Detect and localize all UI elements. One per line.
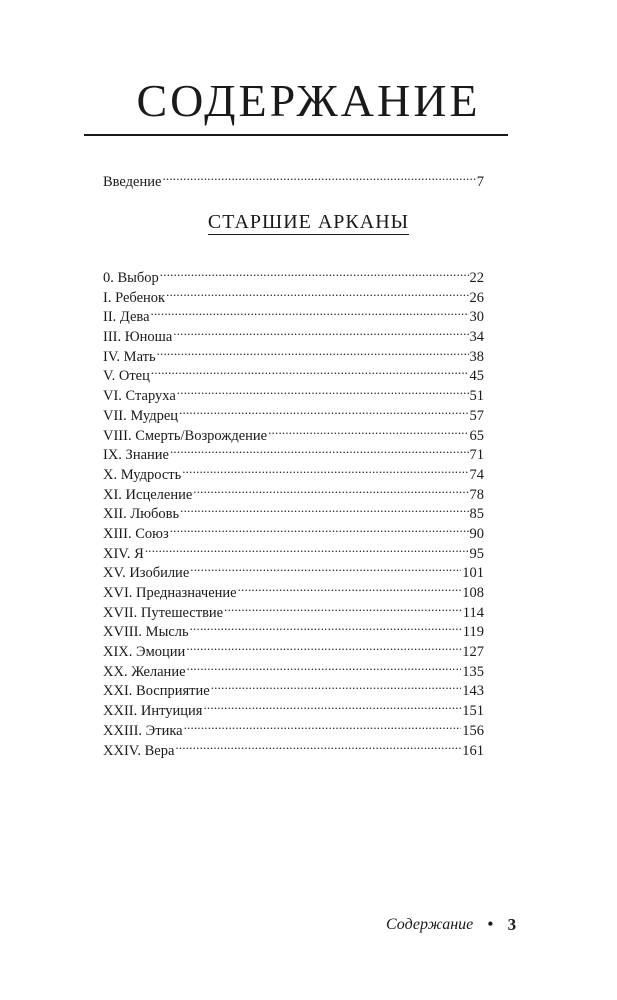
toc-entry-page: 51	[469, 388, 484, 405]
toc-entry[interactable]	[103, 402, 484, 422]
toc-entry-label: XIV. Я	[103, 545, 144, 562]
toc-entry-page: 78	[469, 486, 484, 503]
toc-entry[interactable]	[103, 658, 484, 678]
toc-entry[interactable]	[103, 422, 484, 442]
footer-bullet: •	[487, 914, 494, 934]
toc-entry[interactable]	[103, 343, 484, 363]
toc-entry[interactable]	[103, 323, 484, 346]
toc-entry-page: 34	[469, 329, 484, 346]
toc-entry[interactable]	[103, 284, 484, 304]
dot-leader	[175, 737, 461, 755]
toc-entry-page: 45	[469, 368, 484, 385]
dot-leader	[170, 441, 469, 459]
toc-entry-page: 71	[469, 447, 484, 464]
dot-leader	[180, 500, 468, 518]
toc-entry[interactable]	[103, 579, 484, 599]
toc-entry-label: XXI. Восприятие	[103, 683, 210, 700]
toc-entry-label: VII. Мудрец	[103, 407, 179, 424]
toc-entry-intro[interactable]	[103, 168, 484, 191]
toc-entry[interactable]	[103, 677, 484, 700]
toc-entry-page: 101	[462, 565, 484, 582]
dot-leader	[145, 540, 469, 558]
toc-entry-label: XI. Исцеление	[103, 486, 193, 503]
page-number: 3	[507, 914, 517, 934]
dot-leader	[160, 264, 469, 282]
toc-entry-page: 114	[462, 604, 484, 621]
dot-leader	[190, 559, 461, 577]
toc-entry-page: 38	[469, 348, 484, 365]
dot-leader	[184, 717, 462, 735]
dot-leader	[173, 323, 468, 341]
toc-entry-page: 74	[469, 466, 484, 483]
toc-entry[interactable]	[103, 500, 484, 523]
toc-entry-label: IX. Знание	[103, 447, 169, 464]
toc-entry-page: 108	[462, 585, 484, 601]
toc-entry-page: 65	[469, 427, 484, 444]
dot-leader	[151, 362, 469, 380]
toc-entry-page: 119	[462, 624, 484, 641]
toc-entry-label: XIII. Союз	[103, 525, 169, 542]
dot-leader	[157, 343, 469, 361]
dot-leader	[166, 284, 468, 302]
toc-entry-label: 0. Выбор	[103, 270, 159, 286]
page-title: СОДЕРЖАНИЕ	[136, 75, 481, 126]
toc-entry-label: VIII. Смерть/Возрождение	[103, 427, 268, 444]
toc-entry-page: 143	[462, 683, 484, 700]
toc-entry-label: XXIV. Вера	[103, 742, 175, 759]
toc-entry[interactable]	[103, 697, 484, 720]
toc-entry-page: 151	[462, 703, 484, 720]
toc-entry-label: IV. Мать	[103, 348, 156, 365]
toc-entry-label: XIX. Эмоции	[103, 644, 186, 661]
toc-entry-label: Введение	[103, 174, 162, 190]
toc-entry-page: 22	[469, 270, 484, 286]
toc-entry[interactable]	[103, 441, 484, 464]
toc-entry-label: XX. Желание	[103, 663, 186, 680]
section-heading	[0, 209, 617, 235]
dot-leader	[190, 618, 462, 636]
dot-leader	[224, 599, 462, 617]
toc-entry-page: 135	[462, 663, 484, 680]
page-footer	[386, 914, 516, 935]
toc-entry[interactable]	[103, 559, 484, 582]
dot-leader	[162, 168, 475, 186]
section-heading-text: СТАРШИЕ АРКАНЫ	[207, 211, 410, 233]
toc-entry[interactable]	[103, 303, 484, 326]
toc-entry-label: X. Мудрость	[103, 466, 182, 483]
toc-entry-page: 90	[469, 525, 484, 542]
dot-leader	[268, 422, 468, 440]
toc-entry[interactable]	[103, 481, 484, 501]
dot-leader	[187, 658, 462, 676]
dot-leader	[177, 382, 469, 400]
toc-entry[interactable]	[103, 717, 484, 737]
toc-entry-page: 156	[462, 722, 484, 739]
running-title: Содержание	[386, 915, 474, 933]
dot-leader	[193, 481, 468, 499]
toc-entry[interactable]	[103, 737, 484, 757]
toc-entry-page: 85	[469, 506, 484, 523]
toc-entry-page: 127	[462, 644, 484, 661]
toc-entry-page: 7	[476, 174, 484, 190]
dot-leader	[186, 638, 461, 656]
dot-leader	[170, 520, 469, 538]
toc-entry[interactable]	[103, 520, 484, 540]
toc-entry-page: 30	[469, 309, 484, 326]
dot-leader	[151, 303, 469, 321]
toc-entry-label: XVIII. Мысль	[103, 624, 189, 641]
toc-entry-label: XVI. Предназначение	[103, 585, 237, 601]
toc-entry-label: II. Дева	[103, 309, 150, 326]
toc-entry-page: 161	[462, 742, 484, 759]
toc-list	[103, 264, 484, 759]
toc-entry-page: 57	[469, 407, 484, 424]
toc-entry-page: 26	[469, 289, 484, 306]
title-divider	[84, 134, 508, 136]
toc-entry-label: XXII. Интуиция	[103, 703, 203, 720]
toc-entry[interactable]	[103, 540, 484, 560]
toc-entry-label: I. Ребенок	[103, 289, 166, 306]
dot-leader	[179, 402, 468, 420]
toc-entry-label: XXIII. Этика	[103, 722, 183, 739]
toc-entry-label: III. Юноша	[103, 329, 173, 346]
toc-entry-label: XVII. Путешествие	[103, 604, 224, 621]
dot-leader	[238, 579, 462, 597]
toc-entry[interactable]	[103, 362, 484, 385]
dot-leader	[203, 697, 461, 715]
toc-entry-label: VI. Старуха	[103, 388, 176, 405]
toc-entry[interactable]	[103, 264, 484, 284]
toc-entry-page: 95	[469, 545, 484, 562]
toc-entry[interactable]	[103, 461, 484, 481]
toc-entry[interactable]	[103, 618, 484, 641]
dot-leader	[182, 461, 468, 479]
toc-entry-label: XV. Изобилие	[103, 565, 190, 582]
toc-entry-label: V. Отец	[103, 368, 150, 385]
dot-leader	[211, 677, 462, 695]
toc-entry[interactable]	[103, 599, 484, 619]
toc-entry[interactable]	[103, 638, 484, 661]
toc-entry[interactable]	[103, 382, 484, 405]
toc-entry-label: XII. Любовь	[103, 506, 180, 523]
